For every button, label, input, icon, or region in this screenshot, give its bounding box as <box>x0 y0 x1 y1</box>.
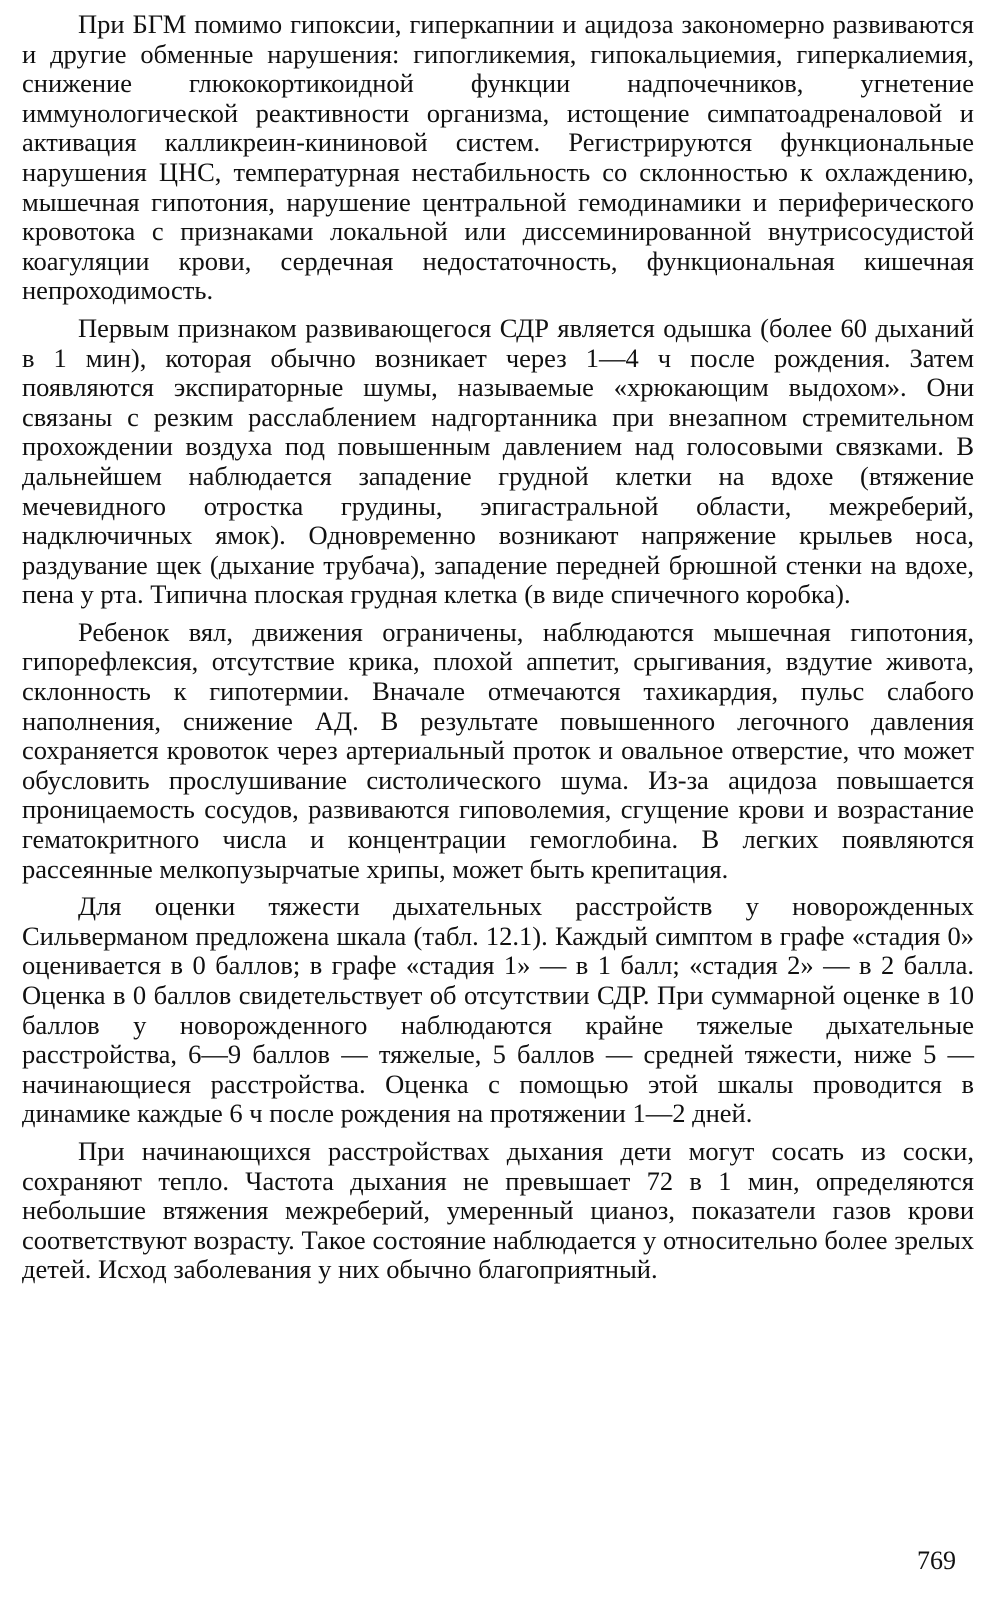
paragraph-first-signs-sdr: Первым признаком развивающегося СДР является одышка (более 60 дыханий в 1 мин), которая обычно возникает через 1—4 ч после рождения. Затем появляются экспираторные шумы, называемые «хрюкающим выдохом». Они связаны с резким расслаблением надгортанника при внезапном стремительном прохождении воздуха под повышенным давлением над голосовыми связками. В дальнейшем наблюдается западение грудной клетки на вдохе (втяжение мечевидного отростка грудины, эпигастральной области, межреберий, надключичных ямок). Одновременно возникают напряжение крыльев носа, раздувание щек (дыхание трубача), западение передней брюшной стенки на вдохе, пена у рта. Типична плоская грудная клетка (в виде спичечного коробка). <box>22 312 974 610</box>
page-number: 769 <box>917 1546 956 1575</box>
paragraph-child-condition: Ребенок вял, движения ограничены, наблюдаются мышечная гипотония, гипорефлексия, отсутствие крика, плохой аппетит, срыгивания, вздутие живота, склонность к гипотермии. Вначале отмечаются тахикардия, пульс слабого наполнения, снижение АД. В результате повышенного легочного давления сохраняется кровоток через артериальный проток и овальное отверстие, что может обусловить прослушивание систолического шума. Из-за ацидоза повышается проницаемость сосудов, развиваются гиповолемия, сгущение крови и возрастание гематокритного числа и концентрации гемоглобина. В легких появляются рассеянные мелкопузырчатые хрипы, может быть крепитация. <box>22 616 974 884</box>
paragraph-metabolic-disorders: При БГМ помимо гипоксии, гиперкапнии и ацидоза закономерно развиваются и другие обменные нарушения: гипогликемия, гипокальциемия, гиперкалиемия, снижение глюкокортикоидной функции надпочечников, угнетение иммунологической реактивности организма, истощение симпатоадреналовой и активация калликреин-кининовой систем. Регистрируются функциональные нарушения ЦНС, температурная нестабильность со склонностью к охлаждению, мышечная гипотония, нарушение центральной гемодинамики и периферического кровотока с признаками локальной или диссеминированной внутрисосудистой коагуляции крови, сердечная недостаточность, функциональная кишечная непроходимость. <box>22 9 974 306</box>
paragraph-initial-disorders: При начинающихся расстройствах дыхания дети могут сосать из соски, сохраняют тепло. Частота дыхания не превышает 72 в 1 мин, определяются небольшие втяжения межреберий, умеренный цианоз, показатели газов крови соответствуют возрасту. Такое состояние наблюдается у относительно более зрелых детей. Исход заболевания у них обычно благоприятный. <box>22 1135 974 1285</box>
page-text-body <box>22 10 974 1293</box>
paragraph-silverman-scale: Для оценки тяжести дыхательных расстройств у новорожденных Сильверманом предложена шкала (табл. 12.1). Каждый симптом в графе «стадия 0» оценивается в 0 баллов; в графе «стадия 1» — в 1 балл; «стадия 2» — в 2 балла. Оценка в 0 баллов свидетельствует об отсутствии СДР. При суммарной оценке в 10 баллов у новорожденного наблюдаются крайне тяжелые дыхательные расстройства, 6—9 баллов — тяжелые, 5 баллов — средней тяжести, ниже 5 — начинающиеся расстройства. Оценка с помощью этой шкалы проводится в динамике каждые 6 ч после рождения на протяжении 1—2 дней. <box>22 891 974 1129</box>
